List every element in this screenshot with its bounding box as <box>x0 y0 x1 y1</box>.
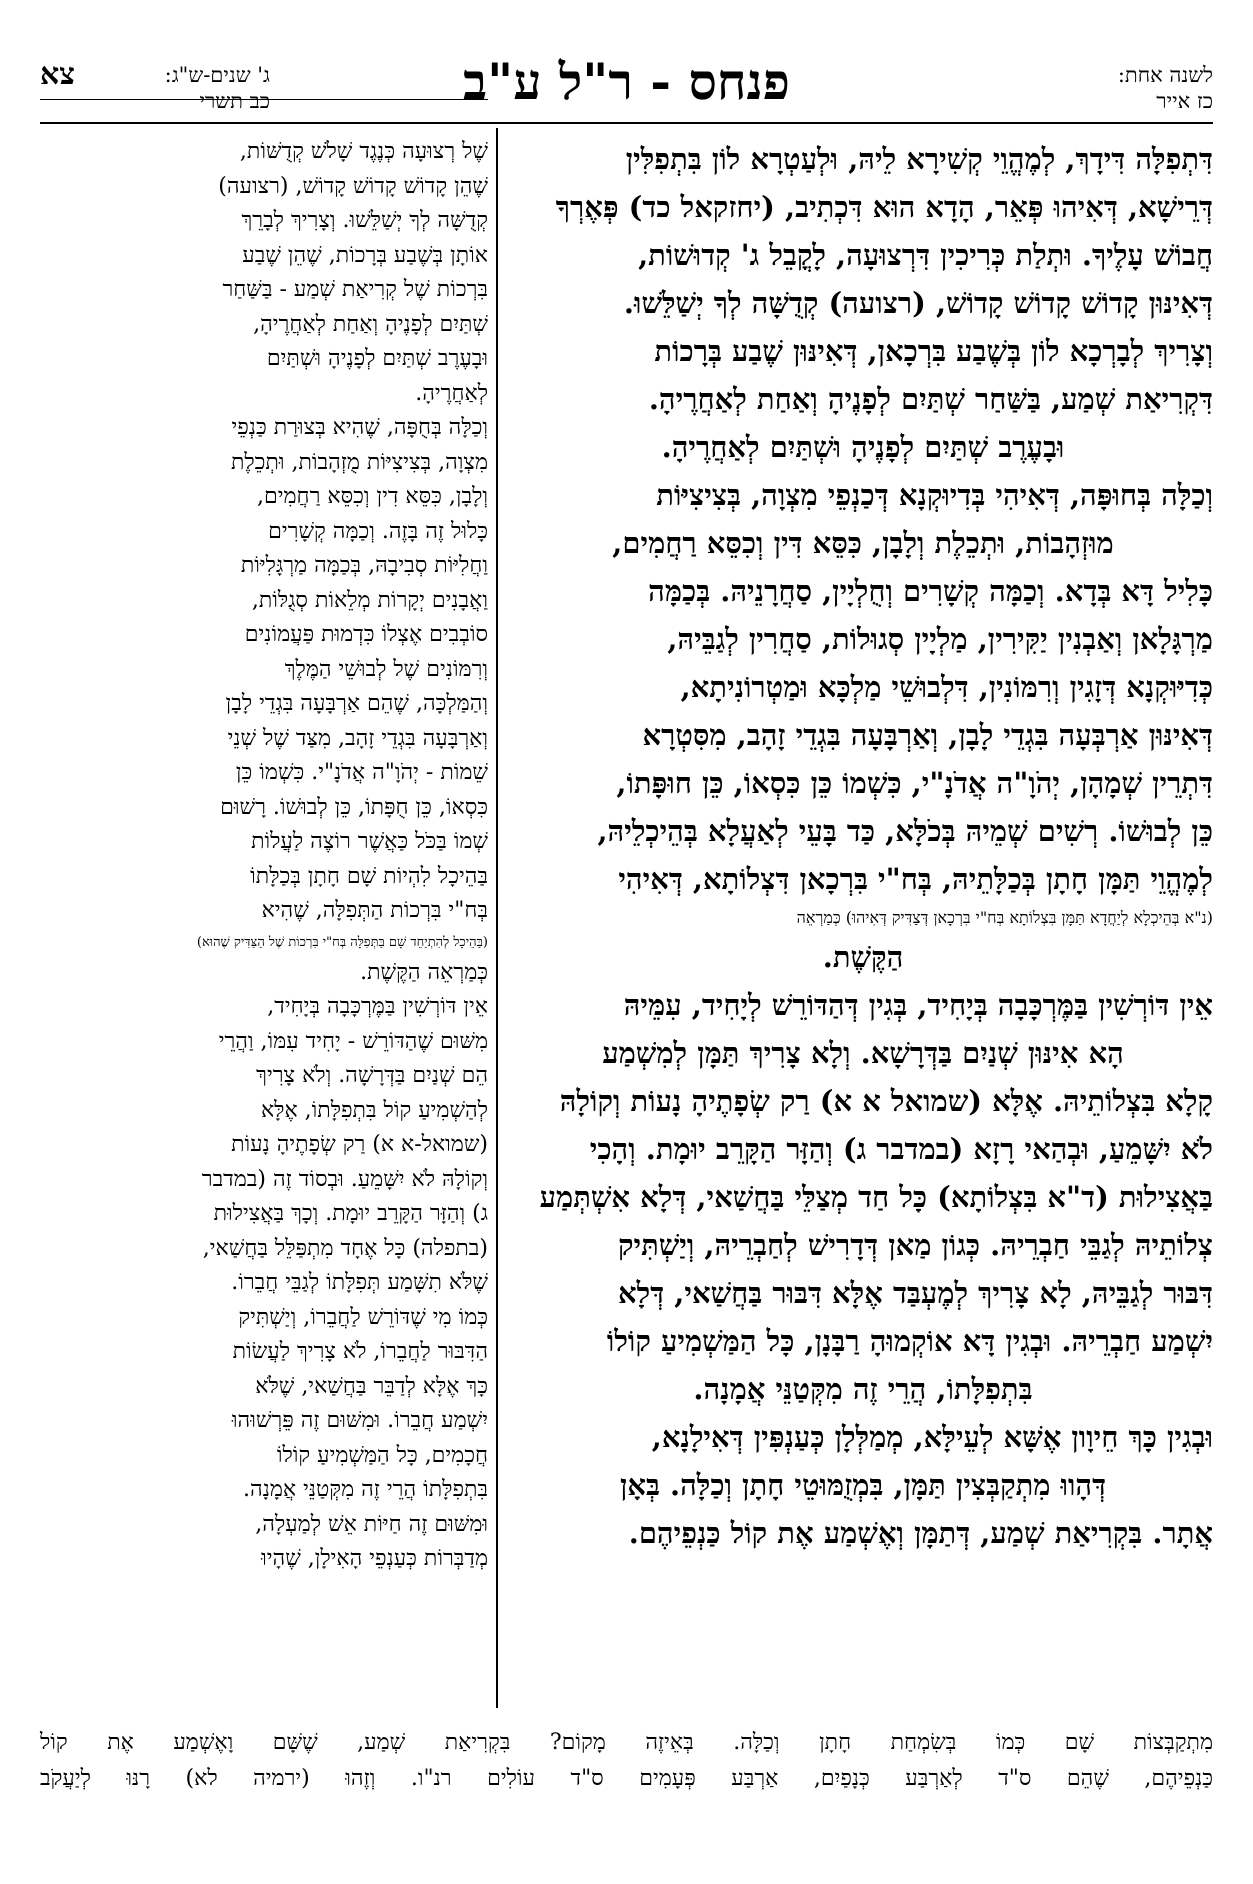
column-divider <box>496 128 498 1708</box>
main-line: אֵין דּוֹרְשִׁין בַּמֶּרְכָּבָה בְּיָחִיד, בְּגִין דְּהַדּוֹרֵשׁ לְיָחִיד, עִמֵּיהּ <box>623 988 1213 1022</box>
commentary-line: שֵׁמוֹת - יְהֹוָ"ה אֲדֹנָ"י. כִּשְׁמוֹ כֵּן <box>235 760 488 785</box>
main-line: מַרְגָּלָאן וְאַבְנִין יַקִּירִין, מַלְיָין סְגוּלוֹת, סַחֲרִין לְגַבֵּיהּ, <box>667 622 1213 656</box>
commentary-line: יִשְׁמַע חֲבֵרוֹ. וּמִשּׁוּם זֶה פֵּרְשׁוּהוּ <box>231 1408 488 1433</box>
main-line: הַקֶּשֶׁת. <box>822 940 904 974</box>
commentary-line: לְהַשְׁמִיעַ קוֹל בִּתְפִלָּתוֹ, אֶלָּא <box>260 1097 488 1123</box>
commentary-line: (בתפלה) כָּל אֶחָד מִתְפַּלֵּל בַּחֲשַׁאי, <box>202 1235 488 1261</box>
commentary-line: סוֹבְבִים אֶצְלוֹ כִּדְמוּת פַּעֲמוֹנִים <box>244 622 488 647</box>
commentary-line: אֵין דּוֹרְשִׁין בַּמֶּרְכָּבָה בְּיָחִיד, <box>267 994 488 1019</box>
main-line: דְּאִינּוּן אַרְבְּעָה בִּגְדֵי לָבָן, וְאַרְבָּעָה בִּגְדֵי זָהָב, מִסִּטְרָא <box>642 718 1213 752</box>
commentary-line: שֶׁהֵן קָדוֹשׁ קָדוֹשׁ קָדוֹשׁ, (רצועה) <box>218 173 488 199</box>
commentary-continuation <box>40 1725 1213 1797</box>
commentary-line: כָּךְ אֶלָּא לְדַבֵּר בַּחֲשַׁאי, שֶׁלֹּא <box>255 1373 488 1399</box>
main-line: לְמֶהֱוֵי תַּמָּן חָתָן בְּכַלָּתֵיהּ, בְּח"י בִּרְכָאן דִּצְלוֹתָא, דְּאִיהִי <box>618 862 1213 896</box>
commentary-line: מִתְקַבְּצוֹת שָׁם כְּמוֹ בְּשִׂמְחַת חָתָן וְכַלָּה. בְּאֵיזֶה מָקוֹם? בִּקְרִיאַת שְׁמַע, שֶׁשָּׁם וָאֶשְׁמַע אֶת קוֹל <box>40 1730 1213 1755</box>
commentary-line: שְׁמוֹ בַּכֹּל כַּאֲשֶׁר רוֹצֶה לַעֲלוֹת <box>251 829 488 854</box>
main-line: מוּזְהָבוֹת, וּתְכֵלֶת וְלָבָן, כִּסֵּא דִּין וְכִסֵּא רַחֲמִים, <box>612 526 1114 560</box>
main-text-column <box>513 135 1213 1705</box>
three-year-schedule <box>40 57 270 114</box>
commentary-line: חֲכָמִים, כָּל הַמַּשְׁמִיעַ קוֹלוֹ <box>276 1442 488 1468</box>
main-line: דְּהָווּ מִתְקַבְּצִין תַּמָּן, בִּמְזֻמּוּטֵי חָתָן וְכַלָּה. בְּאָן <box>619 1468 1107 1502</box>
three-year-label: ג' שנים-ש"ג: <box>164 63 270 87</box>
commentary-line: וְקוֹלָהּ לֹא יִשָּׁמֵעַ. וּבְסוֹד זֶה (במדבר <box>201 1166 488 1192</box>
main-line: וְכַלָּה בְּחוּפָּה, דְּאִיהִי בְּדִיוּקְנָא דְּכַנְפֵי מִצְוָה, בְּצִיצִיּוֹת <box>656 478 1213 512</box>
commentary-line: וְכַלָּה בְּחֻפָּה, שֶׁהִיא בְּצוּרַת כַּנְפֵי <box>231 415 488 440</box>
commentary-line: קְדֻשָּׁה לְךָ יְשַׁלֵּשׁוּ. וְצָרִיךְ לְבָרֵךְ <box>241 208 488 233</box>
commentary-line: שֶׁל רְצוּעָה כְּנֶגֶד שָׁלֹשׁ קְדֻשּׁוֹת, <box>239 139 488 164</box>
header-rule <box>40 122 1213 124</box>
commentary-line: מִצְוָה, בְּצִיצִיּוֹת מֻזְהָבוֹת, וּתְכֵלֶת <box>230 449 488 475</box>
page-header <box>40 50 1213 120</box>
main-line: דִּבּוּר לְגַבֵּיהּ, לָא צָרִיךְ לְמֶעְבַּד אֶלָּא דִּבּוּר בַּחֲשַׁאי, דְּלָא <box>618 1276 1213 1310</box>
commentary-line: כָּלוּל זֶה בָּזֶה. וְכַמָּה קְשָׁרִים <box>268 518 488 544</box>
page-title: פנחס - ר"ל ע"ב <box>463 52 790 111</box>
commentary-line: וּבָעֶרֶב שְׁתַּיִם לְפָנֶיהָ וּשְׁתַּיִם <box>266 346 488 371</box>
commentary-column <box>40 135 488 1715</box>
commentary-line: וְהַמַּלְכָּה, שֶׁהֵם אַרְבָּעָה בִּגְדֵי לָבָן <box>225 691 488 716</box>
main-line: דִּתְרֵין שְׁמָהָן, יְהֹוָ"ה אֲדֹנָ"י, כִּשְׁמוֹ כֵּן כִּסְאוֹ, כֵּן חוּפָּתוֹ, <box>616 766 1213 800</box>
commentary-line: שֶׁלֹּא תִשָּׁמַע תְּפִלָּתוֹ לְגַבֵּי חֲבֵרוֹ. <box>231 1270 488 1295</box>
commentary-variant-note: (בַּהֵיכָל לְהִתְיַחֵד שָׁם בַּתְּפִלָּה בְּח"י בִּרְכוֹת שֶׁל הַצַּדִּיק שֶׁהוּא) <box>196 934 488 950</box>
commentary-line: בְּח"י בִּרְכוֹת הַתְּפִלָּה, שֶׁהִיא <box>261 898 488 923</box>
main-line: בִּתְפִלָּתוֹ, הֲרֵי זֶה מִקְּטַנֵּי אֲמָנָה. <box>693 1372 1033 1406</box>
main-line: בַּאֲצִילוּת (ד"א בִּצְלוֹתָא) כָּל חַד מְצַלֵּי בַּחֲשַׁאי, דְּלָא אִשְׁתְּמַע <box>539 1180 1213 1214</box>
commentary-line: בַּהֵיכָל לִהְיוֹת שָׁם חָתָן בְּכַלָּתוֹ <box>250 863 488 889</box>
commentary-line: (שמואל-א א) רַק שְׂפָתֶיהָ נָעוֹת <box>231 1132 488 1157</box>
commentary-line: וְרִמּוֹנִים שֶׁל לְבוּשֵׁי הַמֶּלֶךְ <box>284 656 488 682</box>
commentary-line: וּמִשּׁוּם זֶה חַיּוֹת אֵשׁ לְמַעְלָה, <box>255 1511 488 1537</box>
commentary-line: לְאַחֲרֶיהָ. <box>415 380 488 406</box>
commentary-line: שְׁתַּיִם לְפָנֶיהָ וְאַחַת לְאַחֲרֶיהָ, <box>253 311 488 337</box>
main-line: דְּרֵישָׁא, דְּאִיהוּ פְּאֵר, הָדָא הוּא דִּכְתִיב, (יחזקאל כד) פְּאֶרְךָ <box>555 190 1213 224</box>
commentary-line: כְּמוֹ מִי שֶׁדּוֹרֵשׁ לַחֲבֵרוֹ, וְיַשְׁתִּיק <box>238 1304 488 1330</box>
commentary-line: ג) וְהַזָּר הַקָּרֵב יוּמָת. וְכָךְ בַּאֲצִילוּת <box>213 1201 488 1226</box>
main-line: דִּקְרִיאַת שְׁמַע, בַּשַּׁחַר שְׁתַּיִם לְפָנֶיהָ וְאַחַת לְאַחֲרֶיהָ. <box>648 382 1213 416</box>
commentary-line: בִּתְפִלָּתוֹ הֲרֵי זֶה מִקְּטַנֵּי אֲמָנָה. <box>243 1477 488 1502</box>
commentary-line: וְלָבָן, כִּסֵּא דִין וְכִסֵּא רַחֲמִים, <box>257 484 488 509</box>
commentary-line: וְאַרְבָּעָה בִּגְדֵי זָהָב, מִצַּד שֶׁל שְׁנֵי <box>227 725 488 751</box>
header-sub-rule <box>40 99 488 100</box>
three-year-date: כב תשרי <box>199 89 270 113</box>
commentary-line: כִּסְאוֹ, כֵּן חֻפָּתוֹ, כֵּן לְבוּשׁוֹ. רָשׁוּם <box>220 794 488 820</box>
main-line: צְלוֹתֵיהּ לְגַבֵּי חַבְרֵיהּ. כְּגוֹן מַאן דְּדָרִישׁ לְחַבְרֵיהּ, וְיַשְׁתִּיק <box>617 1228 1213 1262</box>
commentary-line: מִשּׁוּם שֶׁהַדּוֹרֵשׁ - יָחִיד עִמּוֹ, וַהֲרֵי <box>218 1028 488 1054</box>
main-line: הָא אִינּוּן שְׁנַיִם בַּדְּרָשָׁא. וְלָא צָרִיךְ תַּמָּן לְמִשְׁמַע <box>602 1036 1124 1070</box>
commentary-line: בִּרְכוֹת שֶׁל קְרִיאַת שְׁמַע - בַּשַּׁחַר <box>222 277 488 302</box>
main-line: וּבְגִין כָּךְ חֵיוָון אֶשָּׁא לְעֵילָּא, מְמַלְּלָן כְּעַנְפִּין דְּאִילָנָא, <box>651 1420 1213 1454</box>
main-line: כָּלִיל דָּא בְּדָא. וְכַמָּה קְשָׁרִים וְחֻלְיָין, סַחֲרָנֵיהּ. בְּכַמָּה <box>648 574 1213 608</box>
page-number: צא <box>40 57 75 92</box>
main-line: קָלָא בִּצְלוֹתֵיהּ. אֶלָּא (שמואל א א) רַק שְׂפָתֶיהָ נָעוֹת וְקוֹלָהּ <box>559 1084 1213 1118</box>
commentary-line: הֵם שְׁנַיִם בַּדְּרָשָׁה. וְלֹא צָרִיךְ <box>256 1063 488 1088</box>
one-year-date: כז אייר <box>1156 89 1213 113</box>
main-line: וּבָעֶרֶב שְׁתַּיִם לְפָנֶיהָ וּשְׁתַּיִם לְאַחֲרֶיהָ. <box>661 430 1065 464</box>
main-line: אֲתָר. בִּקְרִיאַת שְׁמַע, דְּתַמָּן וְאֶשְׁמַע אֶת קוֹל כַּנְפֵיהֶם. <box>628 1516 1213 1550</box>
main-line: וְצָרִיךְ לְבָרְכָא לוֹן בְּשֶׁבַע בִּרְכָאן, דְּאִינּוּן שֶׁבַע בְּרָכוֹת <box>654 334 1213 368</box>
commentary-line: וַאֲבָנִים יְקָרוֹת מְלֵאוֹת סְגֻלּוֹת, <box>251 587 488 613</box>
commentary-line: כַּנְפֵיהֶם, שֶׁהֵם ס"ד לְאַרְבַּע כְּנָפַיִם, אַרְבַּע פְּעָמִים ס"ד עוֹלִים רנ"ו. וְזֶהוּ (ירמיה לא) רָנּוּ לְיַעֲקֹב <box>40 1766 1213 1791</box>
commentary-line: וַחֲלִיּוֹת סְבִיבָהּ, בְּכַמָּה מַרְגָּלִיּוֹת <box>240 553 488 578</box>
main-line: כֵּן לְבוּשׁוֹ. רְשִׁים שְׁמֵיהּ בְּכֹלָּא, כַּד בָּעֵי לְאַעֲלָא בְּהֵיכְלֵיהּ, <box>597 814 1213 848</box>
commentary-line: אוֹתָן בְּשֶׁבַע בְּרָכוֹת, שֶׁהֵן שֶׁבַע <box>242 242 488 268</box>
main-line: לֹא יִשָּׁמֵעַ, וּבְהַאי רָזָא (במדבר ג) וְהַזָּר הַקָּרֵב יוּמָת. וְהָכִי <box>589 1132 1213 1166</box>
main-line: כְּדִיּוּקְנָא דְּזָגִין וְרִמּוֹנִין, דִּלְבוּשֵׁי מַלְכָּא וּמַטְרוֹנִיתָא, <box>680 670 1213 704</box>
main-line: יִשְׁמַע חַבְרֵיהּ. וּבְגִין דָּא אוֹקְמוּהָ רַבָּנָן, כָּל הַמַּשְׁמִיעַ קוֹלוֹ <box>606 1324 1213 1358</box>
main-variant-note: (נ"א בְּהֵיכְלָא לְיַחֲדָא תַּמָּן בִּצְלוֹתָא בְּח"י בִּרְכָאן דְּצַדִּיק דְּאִיהוּ) כְּמַרְאֵה <box>796 908 1213 927</box>
commentary-line: כְּמַרְאֵה הַקֶּשֶׁת. <box>360 959 488 985</box>
main-line: חֲבוֹשׁ עָלֶיךָ. וּתְלַת כְּרִיכִין דִּרְצוּעָה, לָקֳבֵל ג' קְדוּשׁוֹת, <box>638 238 1213 272</box>
commentary-line: מְדַבְּרוֹת כְּעַנְפֵי הָאִילָן, שֶׁהָיוּ <box>261 1546 488 1571</box>
commentary-line: הַדִּבּוּר לַחֲבֵרוֹ, לֹא צָרִיךְ לַעֲשׂוֹת <box>232 1339 488 1364</box>
one-year-label: לשנה אחת: <box>1117 63 1213 87</box>
main-line: דִּתְפִלָּה דִּידָךְ, לְמֶהֱוֵי קְשִׁירָא לֵיהּ, וּלְעַטְרָא לוֹן בִּתְפִלִּין <box>625 142 1213 176</box>
main-line: דְּאִינּוּן קָדוֹשׁ קָדוֹשׁ קָדוֹשׁ, (רצועה) קְדֻשָּׁה לְךָ יְשַׁלֵּשׁוּ. <box>623 286 1213 320</box>
